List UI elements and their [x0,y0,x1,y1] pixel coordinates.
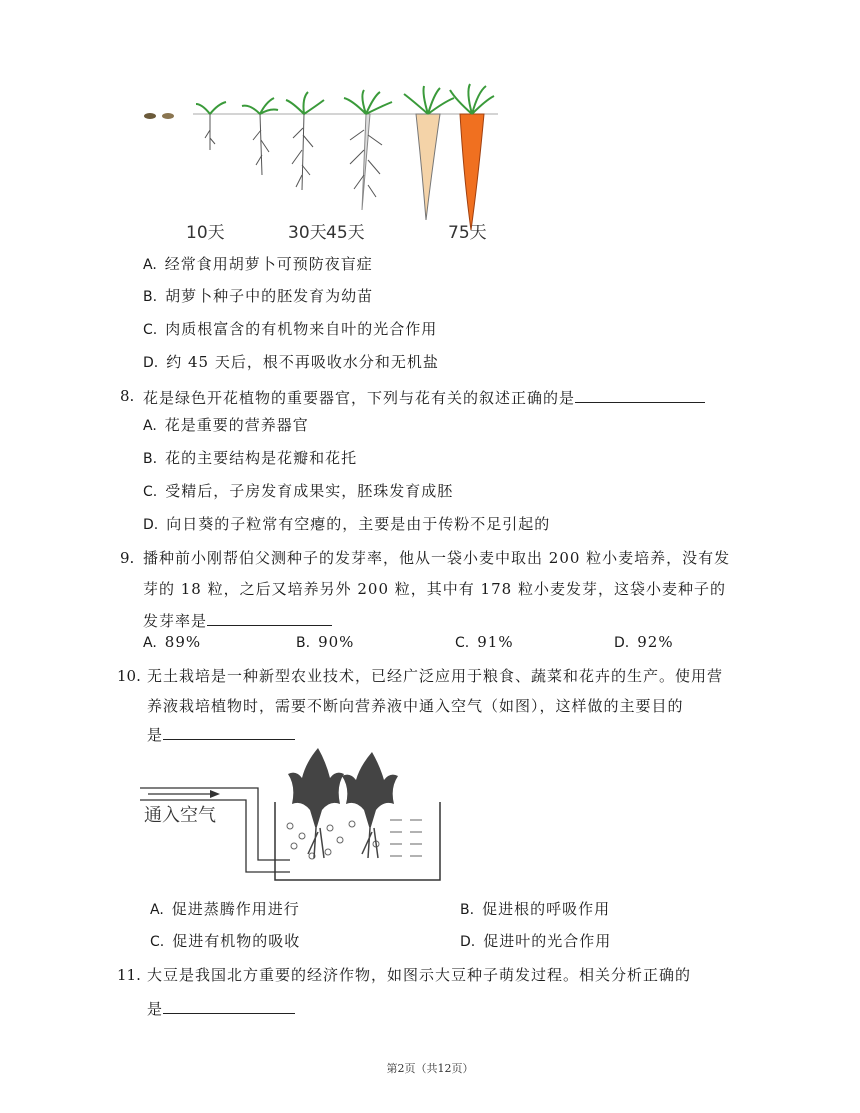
q8-option-b[interactable]: B. 花的主要结构是花瓣和花托 [143,449,358,467]
carrot-growth-figure [138,80,498,245]
air-inlet-label: 通入空气 [144,805,216,826]
day-label: 10天 [186,223,225,243]
answer-blank[interactable] [575,386,705,403]
q8-option-d[interactable]: D. 向日葵的子粒常有空瘪的，主要是由于传粉不足引起的 [143,515,551,533]
q8-stem: 花是绿色开花植物的重要器官，下列与花有关的叙述正确的是 [143,386,705,408]
q10-stem-line: 养液栽培植物时，需要不断向营养液中通入空气（如图），这样做的主要目的 [147,697,684,715]
seedling-20-days-icon [242,98,278,175]
q8-option-a[interactable]: A. 花是重要的营养器官 [143,416,309,434]
q9-option-c[interactable]: C. 91% [455,633,514,651]
seedling-10-days-icon [196,102,226,150]
question-number: 9. [120,549,135,567]
q10-option-d[interactable]: D. 促进叶的光合作用 [460,932,612,950]
q11-stem-line: 是 [147,997,295,1019]
day-label: 45天 [326,223,365,243]
q9-option-a[interactable]: A. 89% [143,633,202,651]
question-number: 11. [117,966,141,984]
seed-icon [144,113,156,119]
q7-option-a[interactable]: A. 经常食用胡萝卜可预防夜盲症 [143,255,373,273]
q9-stem-line: 发芽率是 [143,609,332,631]
q10-stem-line: 是 [147,723,295,745]
plant-icon [342,752,398,858]
q9-stem-line: 播种前小刚帮伯父测种子的发芽率，他从一袋小麦中取出 200 粒小麦培养，没有发 [143,549,731,567]
plant-icon [288,748,344,858]
q10-option-c[interactable]: C. 促进有机物的吸收 [150,932,301,950]
q10-option-a[interactable]: A. 促进蒸腾作用进行 [150,900,300,918]
q7-option-b[interactable]: B. 胡萝卜种子中的胚发育为幼苗 [143,287,374,305]
question-number: 10. [117,667,141,685]
q9-stem-line: 芽的 18 粒，之后又培养另外 200 粒，其中有 178 粒小麦发芽，这袋小麦种子的 [143,580,726,598]
answer-blank[interactable] [163,723,295,740]
page-footer: 第2页（共12页） [386,1062,474,1075]
answer-blank[interactable] [163,997,295,1014]
question-number: 8. [120,387,135,405]
q10-option-b[interactable]: B. 促进根的呼吸作用 [460,900,611,918]
day-label: 30天 [288,223,327,243]
hydroponics-figure [140,748,445,883]
q9-option-b[interactable]: B. 90% [296,633,355,651]
q7-option-d[interactable]: D. 约 45 天后，根不再吸收水分和无机盐 [143,353,439,371]
day-label: 75天 [448,223,487,243]
seed-icon [162,113,174,119]
q9-option-d[interactable]: D. 92% [614,633,674,651]
q10-stem-line: 无土栽培是一种新型农业技术，已经广泛应用于粮食、蔬菜和花卉的生产。使用营 [147,667,724,685]
carrot-45-days-icon [344,90,392,210]
carrot-60-days-icon [404,86,454,220]
seedling-30-days-icon [286,92,324,190]
carrot-75-days-icon [450,84,494,230]
answer-blank[interactable] [207,609,332,626]
q8-option-c[interactable]: C. 受精后，子房发育成果实，胚珠发育成胚 [143,482,454,500]
q7-option-c[interactable]: C. 肉质根富含的有机物来自叶的光合作用 [143,320,438,338]
q11-stem-line: 大豆是我国北方重要的经济作物，如图示大豆种子萌发过程。相关分析正确的 [147,966,692,984]
